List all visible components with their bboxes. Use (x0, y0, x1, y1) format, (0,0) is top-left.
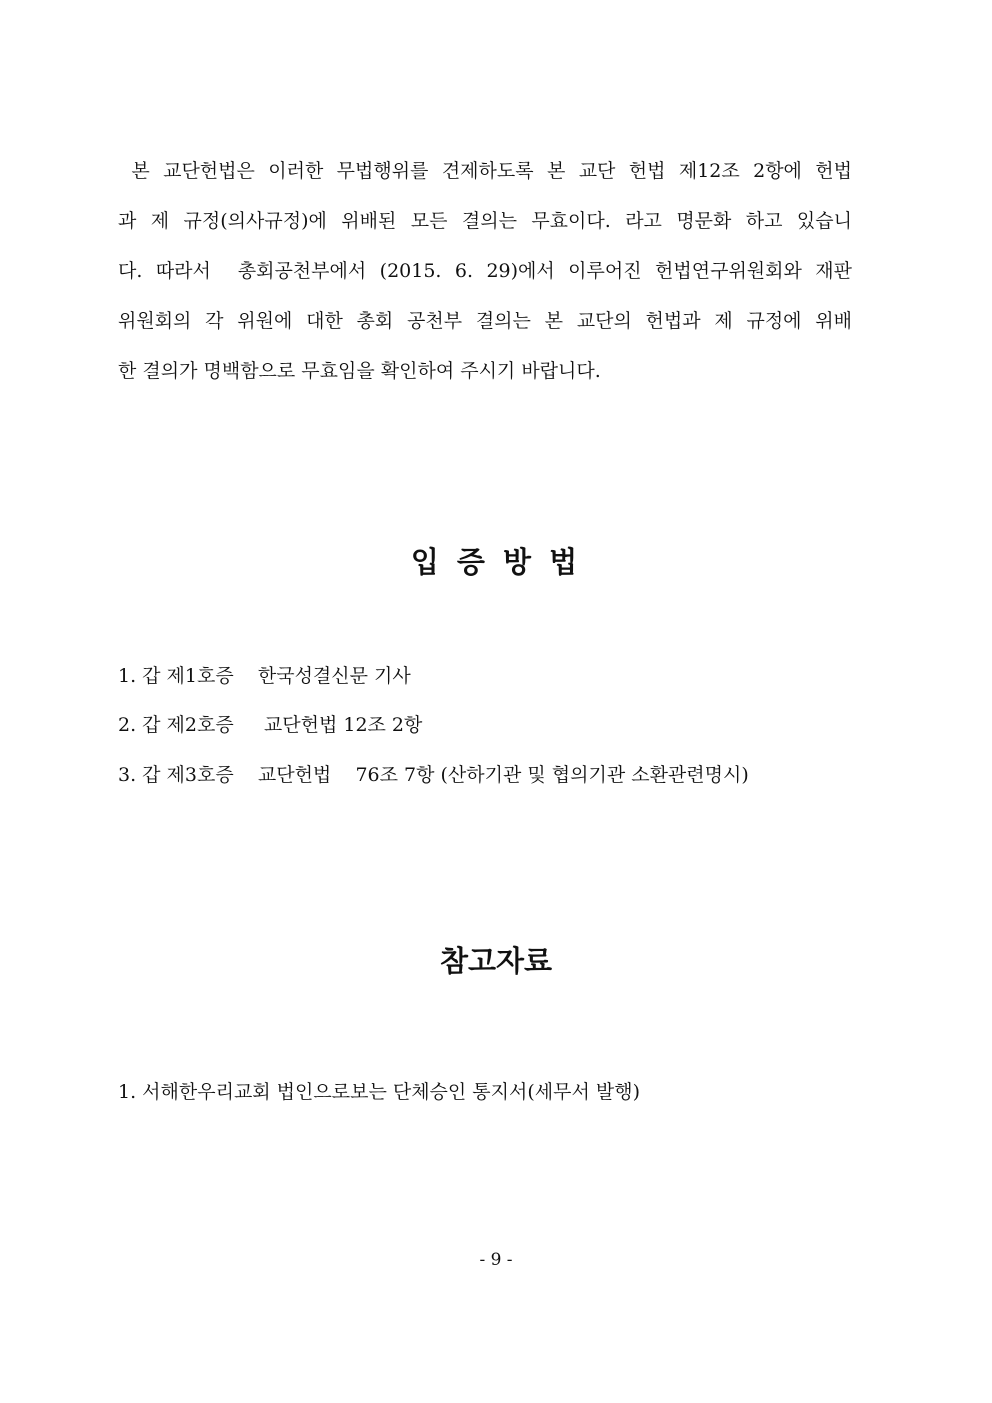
evidence-item: 3. 갑 제3호증 교단헌법 76조 7항 (산하기관 및 협의기관 소환관련명시) (118, 764, 749, 786)
evidence-item: 1. 갑 제1호증 한국성결신문 기사 (118, 665, 411, 687)
paragraph-line: 본 교단헌법은 이러한 무법행위를 견제하도록 본 교단 헌법 제12조 2항에 헌법 (118, 160, 852, 182)
paragraph-line: 한 결의가 명백함으로 무효임을 확인하여 주시기 바랍니다. (118, 360, 601, 382)
paragraph-line: 위원회의 각 위원에 대한 총회 공천부 결의는 본 교단의 헌법과 제 규정에 위배 (118, 310, 852, 332)
paragraph-line: 다. 따라서 총회공천부에서 (2015. 6. 29)에서 이루어진 헌법연구위원회와 재판 (118, 260, 852, 282)
reference-section-heading: 참고자료 (439, 944, 553, 978)
reference-item: 1. 서해한우리교회 법인으로보는 단체승인 통지서(세무서 발행) (118, 1081, 641, 1103)
evidence-section-heading: 입 증 방 법 (410, 545, 582, 579)
paragraph-line: 과 제 규정(의사규정)에 위배된 모든 결의는 무효이다. 라고 명문화 하고 있습니 (118, 210, 852, 232)
evidence-item: 2. 갑 제2호증 교단헌법 12조 2항 (118, 714, 423, 736)
page-number: - 9 - (479, 1250, 513, 1270)
